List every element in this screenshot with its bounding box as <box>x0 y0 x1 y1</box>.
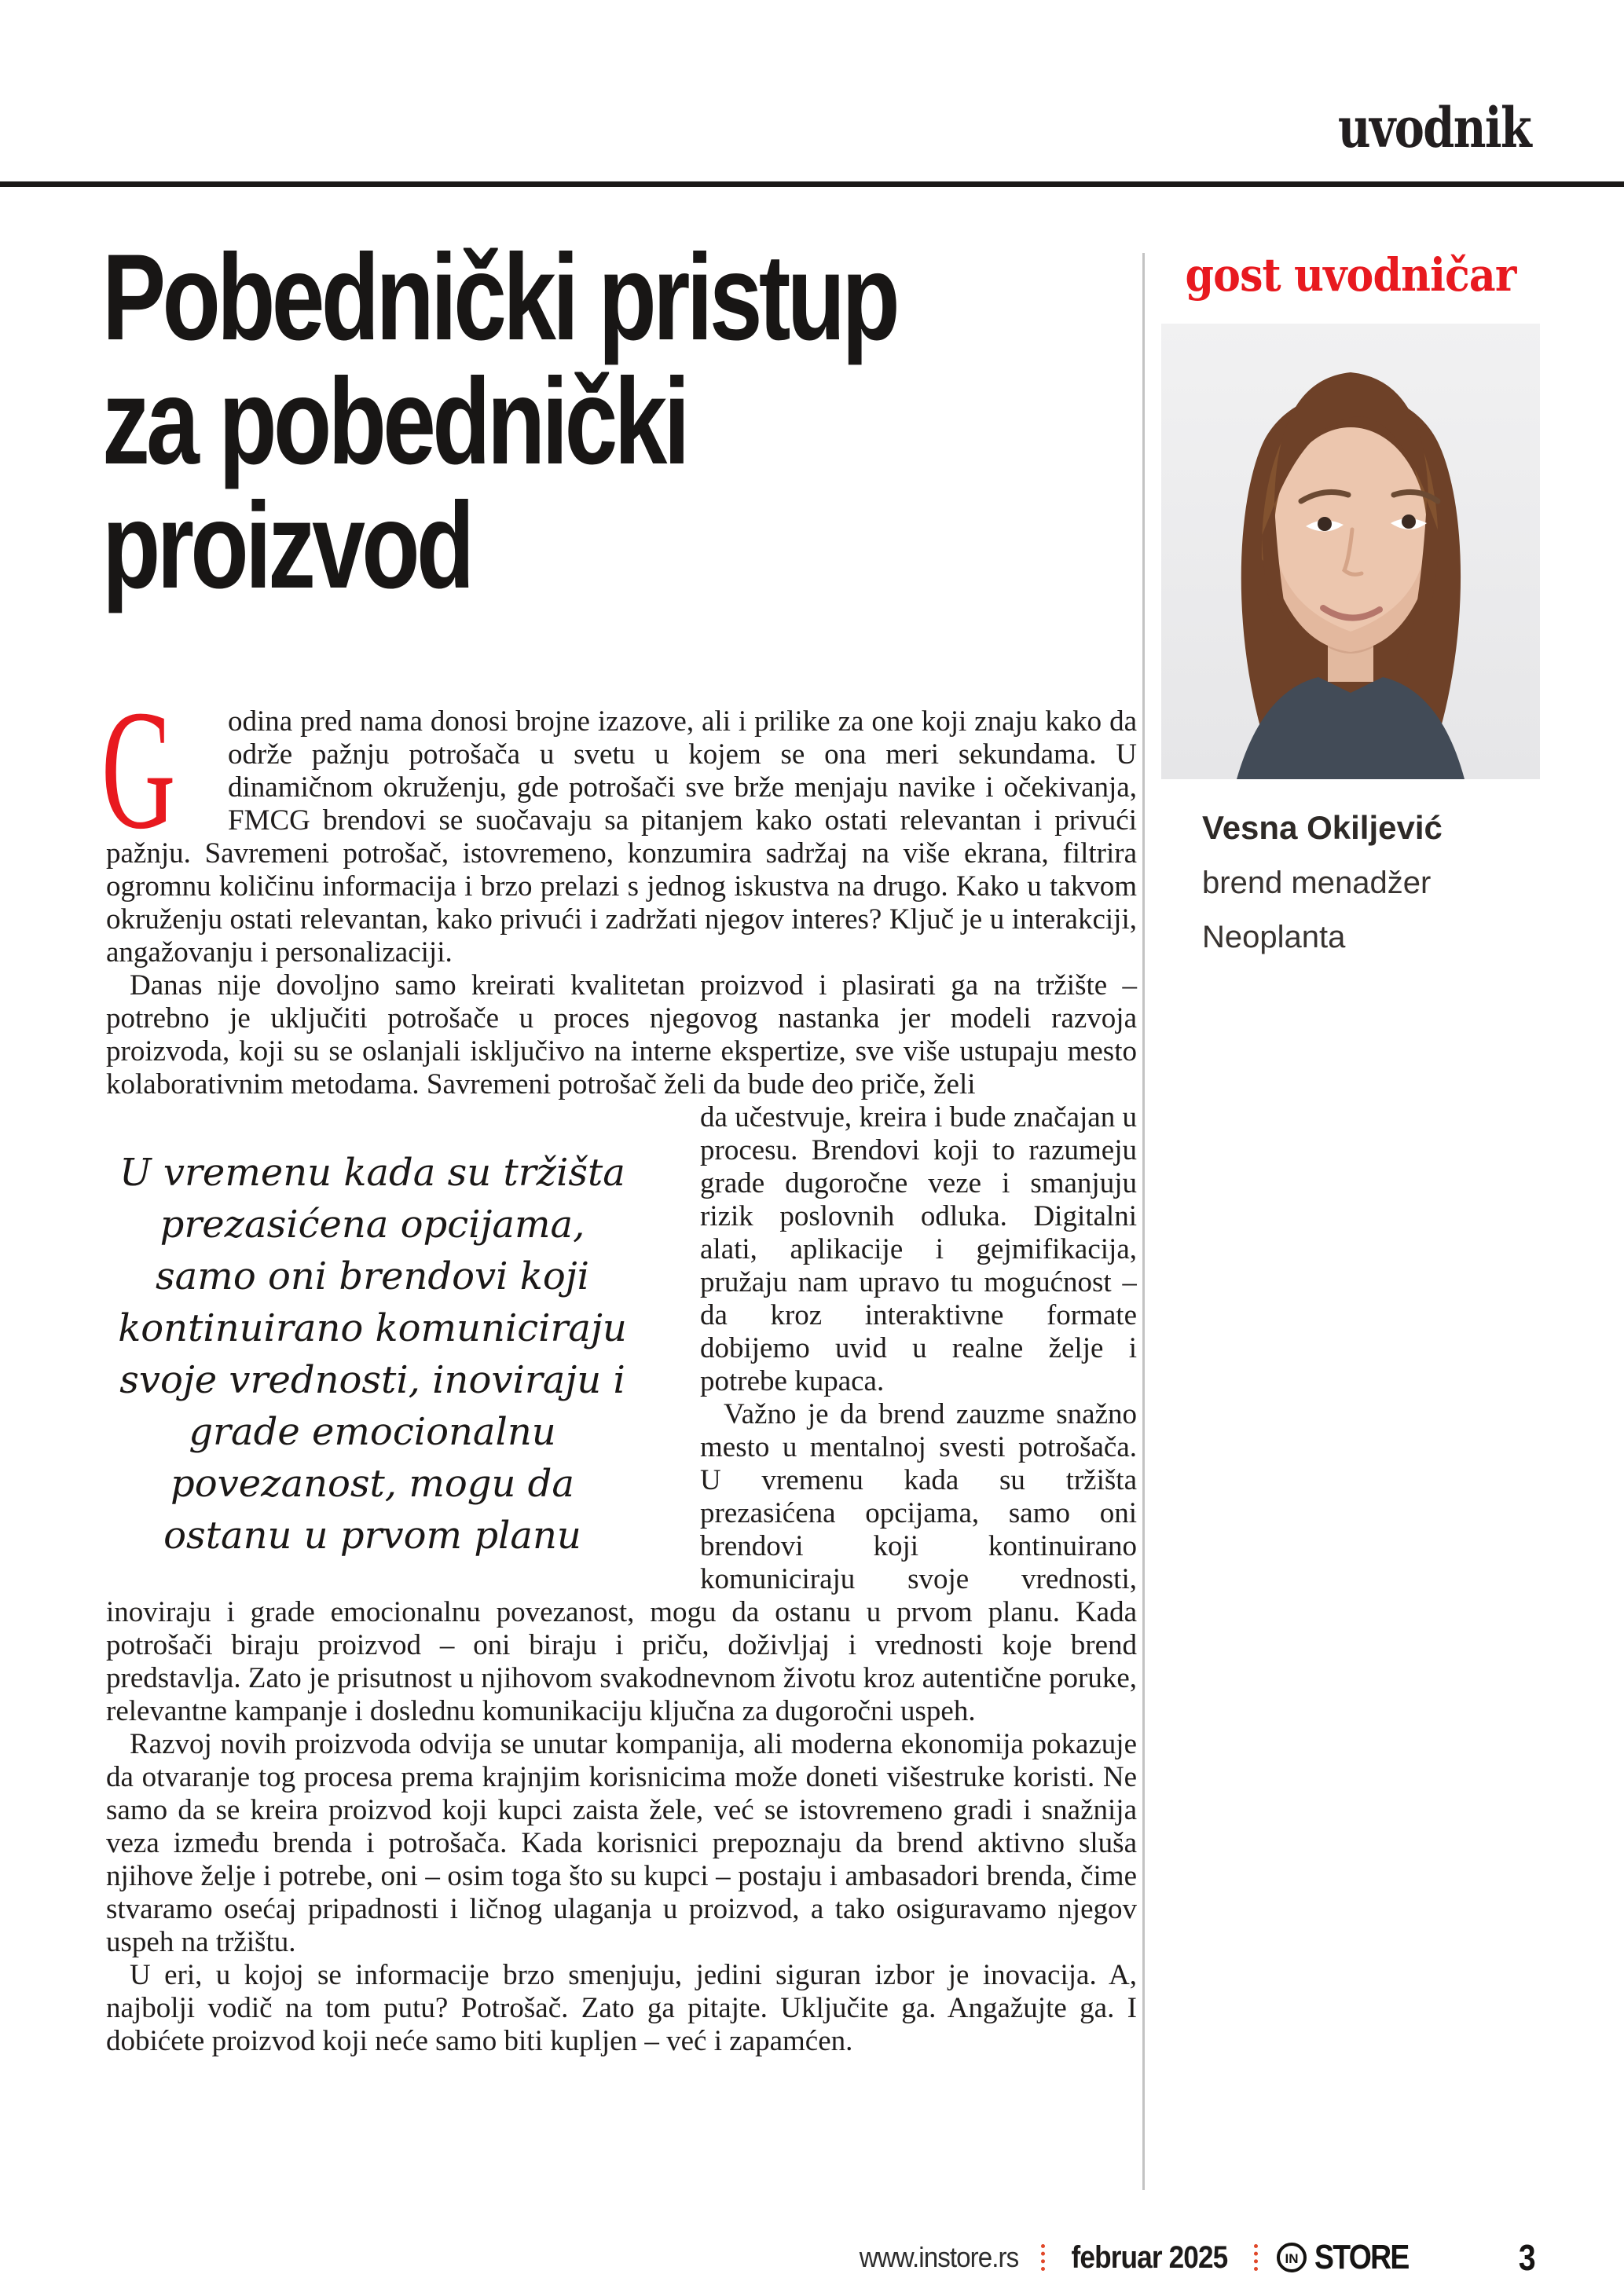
person-company: Neoplanta <box>1202 920 1346 954</box>
instore-logo-icon <box>1275 2241 1308 2274</box>
footer-issue-date: februar 2025 <box>1071 2239 1228 2275</box>
person-role: brend menadžer <box>1202 866 1432 900</box>
drop-cap <box>101 676 202 865</box>
dotted-separator-icon <box>1041 2244 1045 2271</box>
dotted-separator-icon <box>1254 2244 1258 2271</box>
paragraph-5: U eri, u kojoj se informacije brzo smenjuju, jedini siguran izbor je inovacija. A, najbolji vodič na tom putu? Potrošač. Zato ga pitajte. Uključite ga. Angažujte ga. I dobićete proizvod koji neće samo biti kupljen – već i zapamćen. <box>106 1959 1137 2057</box>
paragraph-lead-text: odina pred nama donosi brojne izazove, ali i prilike za one koji znaju kako da održe pažnju potrošača u svetu u kojem se ona meri sekundama. U dinamičnom okruženju, gde potrošači sve brže menjaju navike i očekivanja, FMCG brendovi se suočavaju sa pitanjem kako ostati relevantan i privući pažnju. Savremeni potrošač, istovremeno, konzumira sadržaj na više ekrana, filtrira ogromnu količinu informacija i brzo prelazi s jednog iskustva na drugo. Kako u takvom okruženju ostati relevantan, kako privući i zadržati njegov interes? Ključ je u interakciji, angažovanju i personalizaciji. <box>106 705 1137 969</box>
logo-monogram: IN <box>1285 2251 1299 2266</box>
page-number: 3 <box>1519 2237 1537 2278</box>
sidebar <box>1161 250 1540 955</box>
paragraph-4: Razvoj novih proizvoda odvija se unutar kompanija, ali moderna ekonomija pokazuje da otvaranje tog procesa prema krajnjim korisnicima može doneti višestruke koristi. Ne samo da se kreira proizvod koji kupci zaista žele, već se istovremeno gradi i snažnija veza između brenda i potrošača. Kada korisnici prepoznaju da brend aktivno sluša njihove želje i potrebe, oni – osim toga što su kupci – postaju i ambasadori brenda, čime stvaramo osećaj pripadnosti i ličnog ulaganja u proizvod, a tako osiguravamo njegov uspeh na tržištu. <box>106 1728 1137 1958</box>
headline <box>102 229 1120 614</box>
paragraph-2: Danas nije dovoljno samo kreirati kvalitetan proizvod i plasirati ga na tržište – potrebno je uključiti potrošače u proces njegovog nastanka jer modeli razvoja proizvoda, koji su se oslanjali isključivo na interne ekspertize, sve više ustupaju mesto kolaborativnim metodama. Savremeni potrošač želi da bude deo priče, želi <box>106 969 1137 1100</box>
headline-line: Pobednički pristup <box>102 229 897 366</box>
paragraph-2-continued: da učestvuje, kreira i bude značajan u procesu. Brendovi koji to razumeju grade dugoročne veze i smanjuju rizik poslovnih odluka. Digitalni alati, aplikacije i gejmifikacija, pružaju nam upravo tu mogućnost – da kroz interaktivne formate dobijemo uvid u realne želje i potrebe kupaca. <box>700 1101 1137 1397</box>
paragraph-lead <box>101 676 1137 969</box>
sidebar-kicker: gost uvodničar <box>1185 248 1516 302</box>
footer-website: www.instore.rs <box>859 2241 1018 2273</box>
headline-line: proizvod <box>102 478 471 614</box>
paragraph-3: Važno je da brend zauzme snažno mesto u mentalnoj svesti potrošača. U vremenu kada su tržišta prezasićena opcijama, samo oni brendovi koji kontinuirano komuniciraju svoje vrednosti, inoviraju i grade emocionalnu povezanost, mogu da ostanu u prvom planu. Kada potrošači biraju proizvod – oni biraju i priču, doživljaj i vrednosti koje brend predstavlja. Zato je prisutnost u njihovom svakodnevnom životu kroz autentične poruke, relevantne kampanje i doslednu komunikaciju ključna za dugoročni uspeh. <box>106 1398 1137 1727</box>
headline-line: za pobednički <box>102 353 687 490</box>
drop-cap-letter: G <box>101 676 176 865</box>
portrait-illustration <box>1161 324 1540 779</box>
page-footer <box>852 2236 1538 2279</box>
footer-brand: STORE <box>1314 2238 1409 2276</box>
section-label: uvodnik <box>1337 95 1531 160</box>
portrait-photo <box>1161 324 1540 779</box>
pull-quote: U vremenu kada su tržišta prezasićena opcijama, samo oni brendovi koji kontinuirano komuniciraju svoje vrednosti, inoviraju i grade emocionalnu povezanost, mogu da ostanu u prvom planu <box>118 1151 627 1558</box>
column-divider <box>1142 253 1145 2190</box>
person-name: Vesna Okiljević <box>1202 809 1443 846</box>
quote-wrap-zone <box>106 1101 1137 1728</box>
header-rule <box>0 181 1624 187</box>
article-body <box>101 676 1137 2058</box>
